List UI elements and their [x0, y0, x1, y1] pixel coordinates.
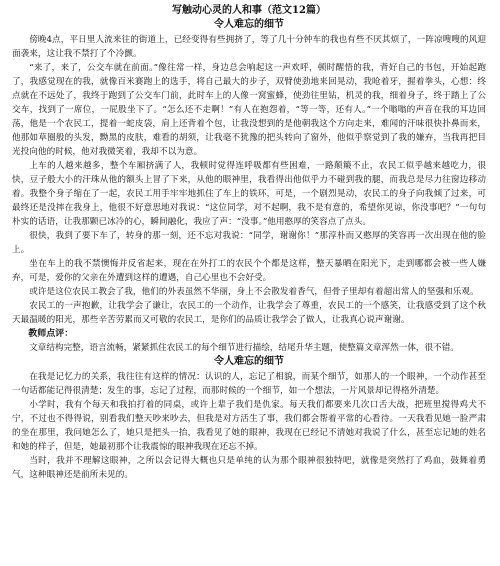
paragraph: 或许是这位农民工教会了我，他们的外表虽然不华丽，身上不会散发着香气，但骨子里却有着超出常人的坚强和乐观。	[29, 287, 479, 297]
teacher-comment: 文章结构完整，语言流畅，紧紧抓住农民工的每个细节进行描绘，结尾升华主题，使整篇文章浑然一体，很不错。	[29, 343, 459, 353]
paragraph: 在我是记忆力的关系，我往往有这样的情况：认识的人，忘记了相貌，而某个细节，如那人的一个眼神，一个动作甚至一句话都能记得很清楚；发生的事，忘记了过程，而那时候的一个细节，如一个想法，一片风景却记得格外清楚。	[12, 372, 486, 396]
section-1	[12, 18, 486, 355]
section-title: 令人难忘的细节	[214, 356, 284, 367]
paragraph: 坐在车上的我不禁懊悔并反省起来，现在在外打工的农民个个都是这样，整天暴晒在阳光下，走到哪都会被一些人嫌弃，可是，爱你的父亲在外遭到这样的遭遇，自己心里也不会好受。	[12, 259, 486, 283]
paragraph: 当时，我并不理解这眼神，之所以会记得大概也只是单纯的认为那个眼神很独特吧，就像是突然打了鸡血，鼓舞着勇气，这种眼神还是前所未见的。	[12, 456, 486, 480]
paragraph: “来了，来了，公交车就在前面。”像往常一样，身边总会响起这一声欢呼，顿时醒悟的我，背好自己的书包，开始起跑了，我感觉现在的我，就像百米赛跑上的选手，将自己最大的步子，双臂使劲地来回晃动，我呛着牙，握着拳头，心想：终点就在不远处了，我终于跑到了公交车门前，此时车上的人像一窝蜜蜂，使劲往里钻，机灵的我，细着身子，终于踏上了公交车，找到了一席位，一屁股坐下了。“怎么还不走啊！”有人在抱怨着，“等一等，还有人。”一个嗡嗡的声音在我的耳边回荡，他是一个农民工，提着一蛇皮袋，肩上还背着个包，让我没想到的是他朝我这个方向走来，难闻的汗味很快扑鼻而来，他那如草圈般的头发，黝黑的皮肤，难看的胡须，让我毫不犹豫的把头转向了窗外，他似乎察觉到了我的嫌弃，当我再把目光投向他的时候，他对我微笑着，我却不以为意。	[12, 63, 486, 157]
section-title: 令人难忘的细节	[214, 19, 284, 30]
paragraph: 上车的人越来越多，整个车厢挤满了人，我顿时觉得连呼吸都有些困难，一路颠簸不止，农民工似乎越来越吃力，很快，豆子般大小的汗珠从他的额头上冒了下来，从他的眼神里，我看得出他似乎力不碰到我的腿，而我总是尽力往窗边移动着。我整个身子缩在了一起，农民工用手牢牢地抓住了车上的铁环，可是，一个剧烈晃动，农民工的身子向我倾了过来，可最终还是没摔在我身上，他很不好意思地对我说：“这位同学，对不起啊，我不是有意的，希望你见谅，你没事吧？”一句句朴实的话语，让我那颗已冰冷的心，瞬间融化，我应了声：“没事。”他用憨厚的笑容点了点头。	[12, 161, 486, 227]
paragraph: 很快，我到了要下车了，转身的那一刻，还不忘对我说：“同学，谢谢你！”那淳朴而又憨厚的笑容再一次出现在他的脸上。	[12, 231, 486, 255]
teacher-comment-heading: 教师点评：	[28, 329, 74, 339]
paragraph: 傍晚4点，平日里人流来往的街道上，已经变得有些拥挤了，等了几十分钟车的我也有些不厌其烦了，一阵凉嗖嗖的风迎面袭来，这让我不禁打了个冷颤。	[12, 35, 486, 59]
section-2	[12, 355, 486, 482]
paragraph: 小学时，我有个每天和我拍打着的同桌，或许上辈子我们是仇家。每天我们都要来几次口舌大战，把班里搅得鸡犬不宁，不过也不得得说，别看我们整天吵来吵去，但我是对方活生了事，我们都会帮着平常的心看待。一天我看见她一脸严肃的坐在那里，我问她怎么了，她只是把头一抬，我看见了她的眼神，我现在已经记不清她对我说了什么，甚至忘记她的姓名和她的样子，但是，她最初那个让我震惊的眼神我现在还忘不掉。	[12, 400, 486, 452]
document-title: 写触动心灵的人和事（范文12篇）	[172, 5, 326, 16]
paragraph: 农民工的一声抱歉，让我学会了谦让，农民工的一个动作，让我学会了尊重，农民工的一个感笑，让我感受到了这个秋天最温暖的阳光，那些辛苦劳累而又可敬的农民工，是你们的品质让我学会了做人，让我真心说声谢谢。	[12, 301, 486, 325]
